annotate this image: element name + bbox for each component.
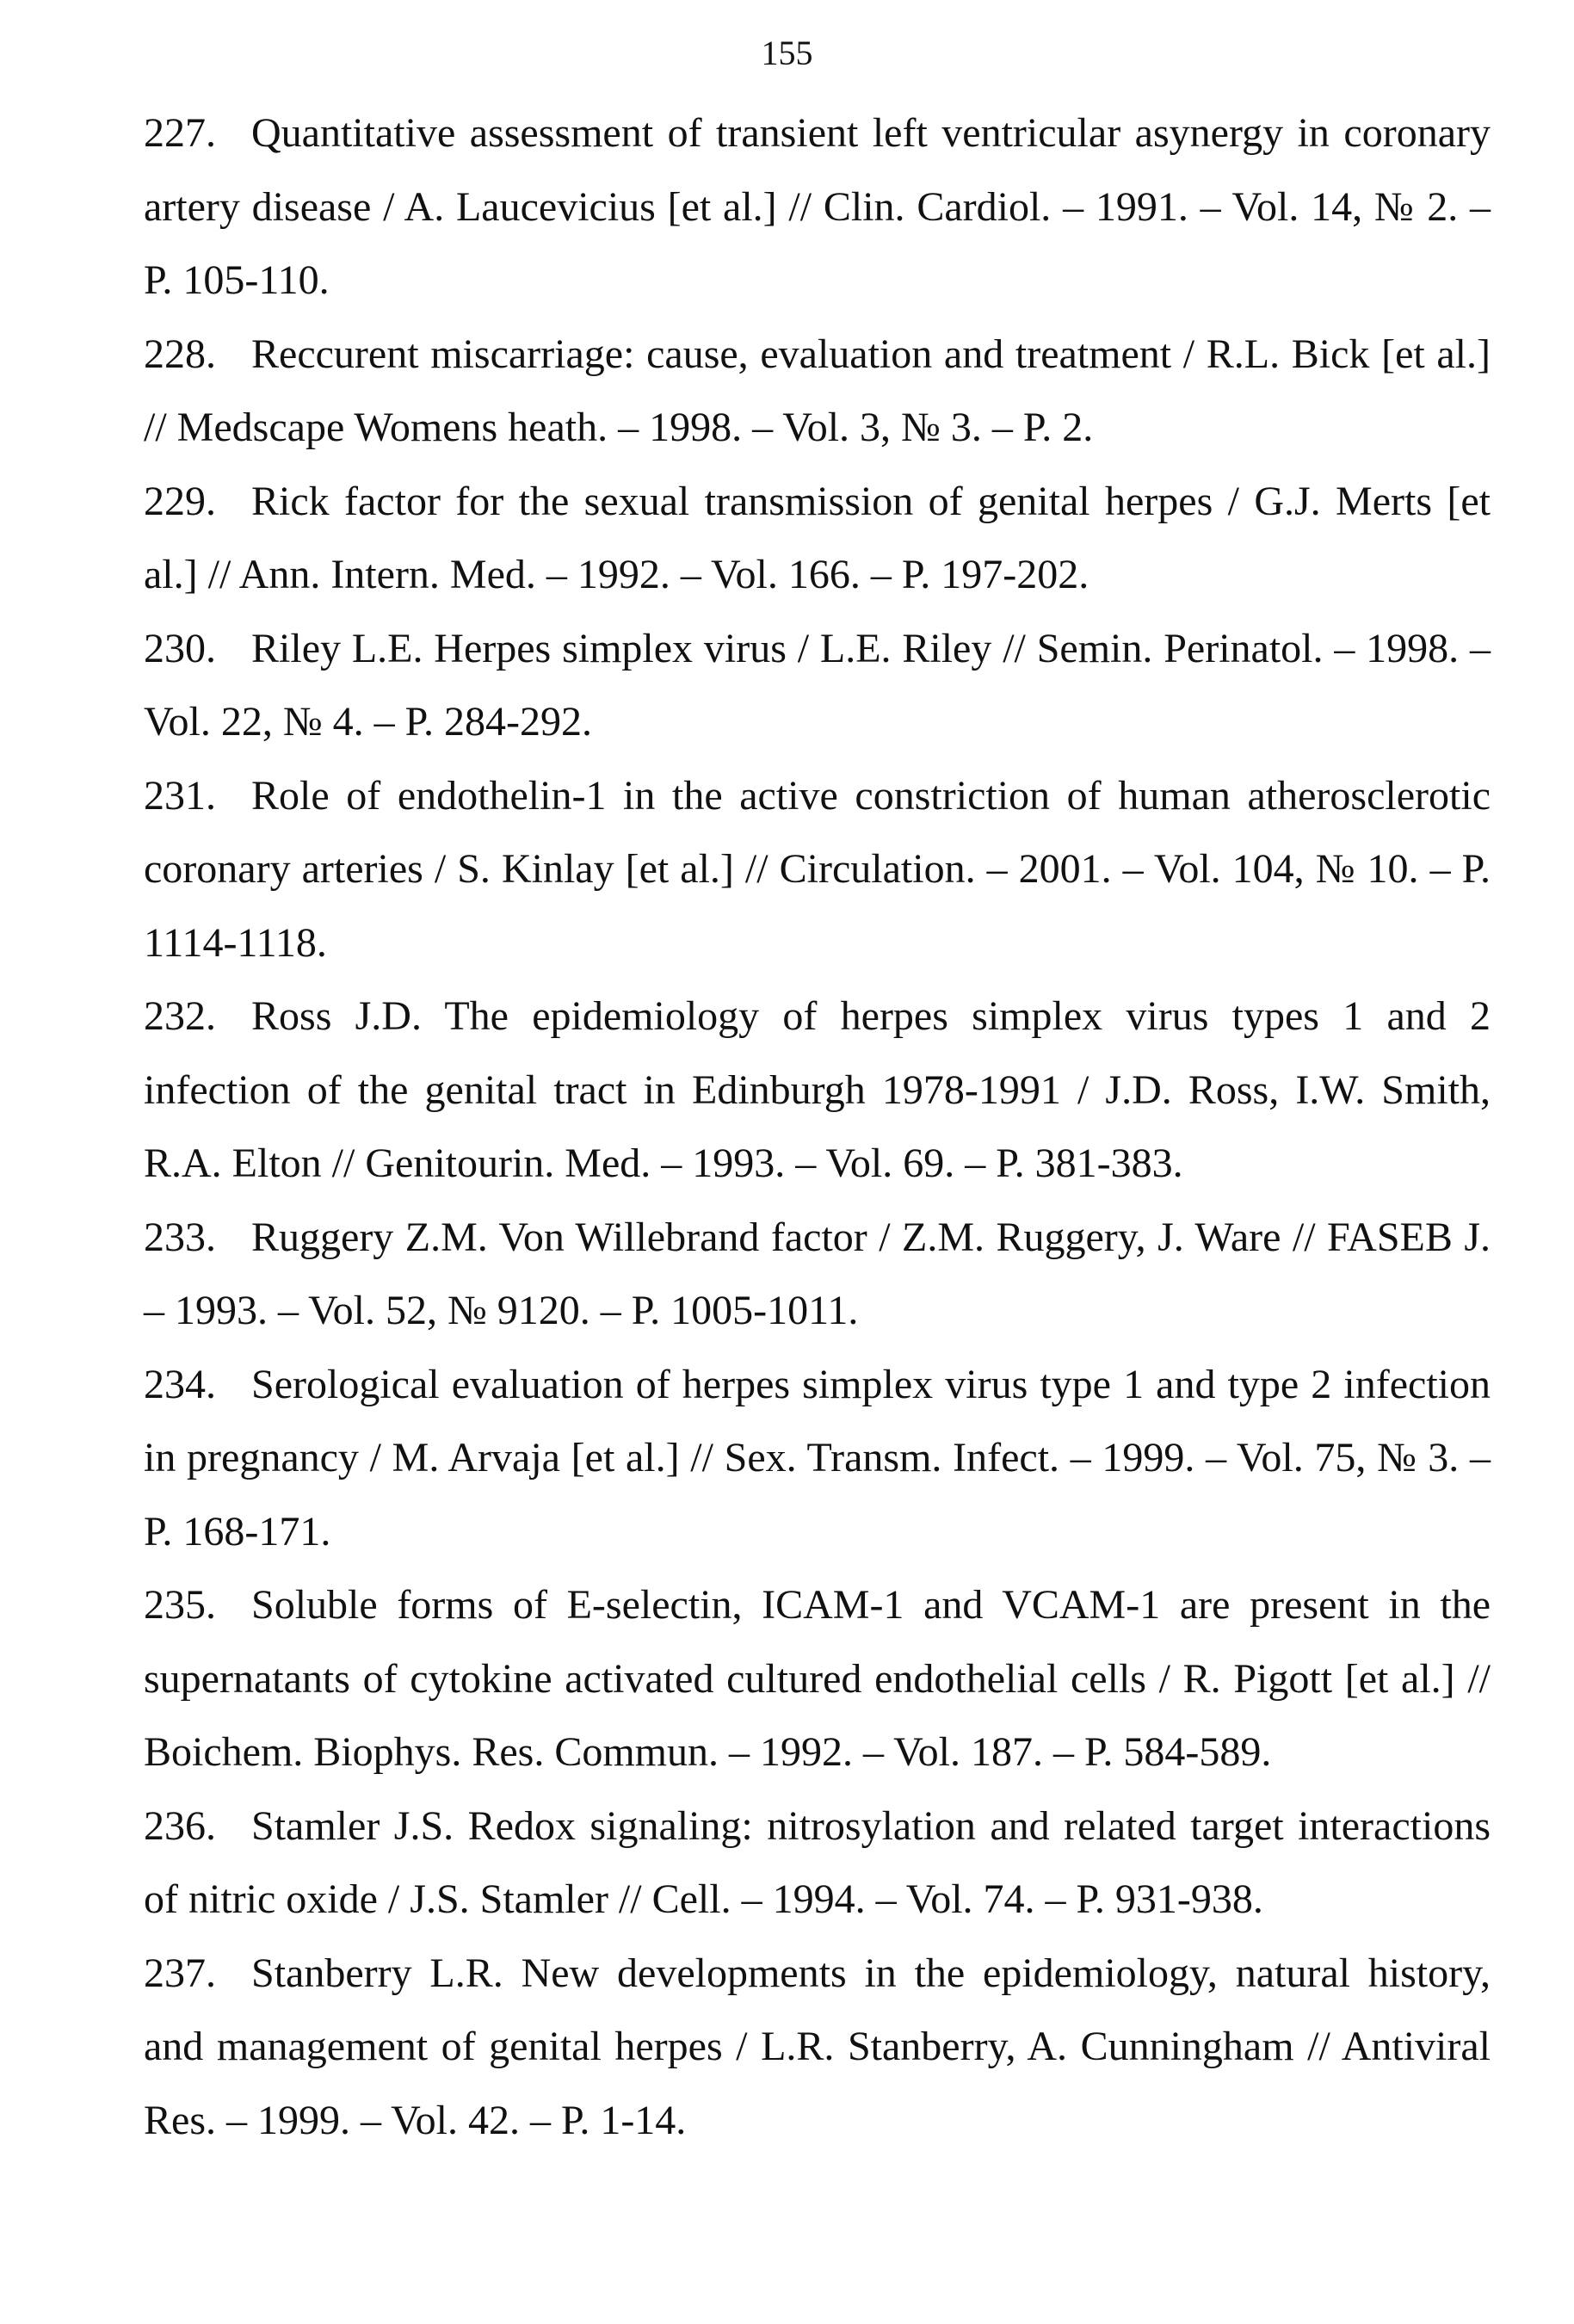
reference-item [144,1937,1491,2158]
reference-number: 233. [144,1214,216,1260]
reference-item [144,1789,1491,1937]
reference-number: 228. [144,331,216,377]
reference-number: 230. [144,625,216,671]
reference-item [144,1568,1491,1789]
reference-text: Stanberry L.R. New developments in the epidemiology, natural history, and management of genital herpes / L.R. Stanberry, A. Cunningham // Antiviral Res. – 1999. – Vol. 42. – P. 1-14. [144,1950,1491,2143]
reference-number: 232. [144,993,216,1039]
reference-text: Role of endothelin-1 in the active constriction of human atherosclerotic coronary arteries / S. Kinlay [et al.] // Circulation. – 2001. – Vol. 104, № 10. – P. 1114-1118. [144,772,1491,966]
reference-number: 235. [144,1582,216,1628]
reference-number: 229. [144,478,216,524]
reference-number: 231. [144,772,216,819]
reference-item [144,318,1491,465]
reference-item [144,612,1491,759]
reference-number: 234. [144,1361,216,1407]
reference-text: Ruggery Z.M. Von Willebrand factor / Z.M. Ruggery, J. Ware // FASEB J. – 1993. – Vol. 52, № 9120. – P. 1005-1011. [144,1214,1491,1333]
reference-text: Quantitative assessment of transient left ventricular asynergy in coronary artery disease / A. Laucevicius [et al.] // Clin. Cardiol. – 1991. – Vol. 14, № 2. – P. 105-110. [144,110,1491,303]
reference-text: Soluble forms of E-selectin, ICAM-1 and VCAM-1 are present in the supernatants of cytokine activated cultured endothelial cells / R. Pigott [et al.] // Boichem. Biophys. Res. Commun. – 1992. – Vol. 187. – P. 584-589. [144,1582,1491,1775]
reference-number: 227. [144,110,216,156]
reference-item [144,1348,1491,1569]
reference-text: Stamler J.S. Redox signaling: nitrosylation and related target interactions of nitric oxide / J.S. Stamler // Cell. – 1994. – Vol. 74. – P. 931-938. [144,1802,1491,1922]
reference-text: Reccurent miscarriage: cause, evaluation and treatment / R.L. Bick [et al.] // Medscape Womens heath. – 1998. – Vol. 3, № 3. – P. 2. [144,331,1491,450]
reference-text: Serological evaluation of herpes simplex virus type 1 and type 2 infection in pregnancy / M. Arvaja [et al.] // Sex. Transm. Infect. – 1999. – Vol. 75, № 3. – P. 168-171. [144,1361,1491,1554]
reference-item [144,96,1491,318]
reference-number: 237. [144,1950,216,1996]
reference-text: Ross J.D. The epidemiology of herpes simplex virus types 1 and 2 infection of the genital tract in Edinburgh 1978-1991 / J.D. Ross, I.W. Smith, R.A. Elton // Genitourin. Med. – 1993. – Vol. 69. – P. 381-383. [144,993,1491,1186]
reference-item [144,980,1491,1201]
page-number: 155 [761,34,813,72]
reference-item [144,1201,1491,1348]
reference-text: Riley L.E. Herpes simplex virus / L.E. Riley // Semin. Perinatol. – 1998. – Vol. 22, № 4. – P. 284-292. [144,625,1491,745]
reference-number: 236. [144,1802,216,1849]
reference-list [144,96,1491,2157]
reference-text: Rick factor for the sexual transmission of genital herpes / G.J. Merts [et al.] // Ann. Intern. Med. – 1992. – Vol. 166. – P. 197-202. [144,478,1491,597]
reference-item [144,465,1491,612]
reference-item [144,759,1491,980]
